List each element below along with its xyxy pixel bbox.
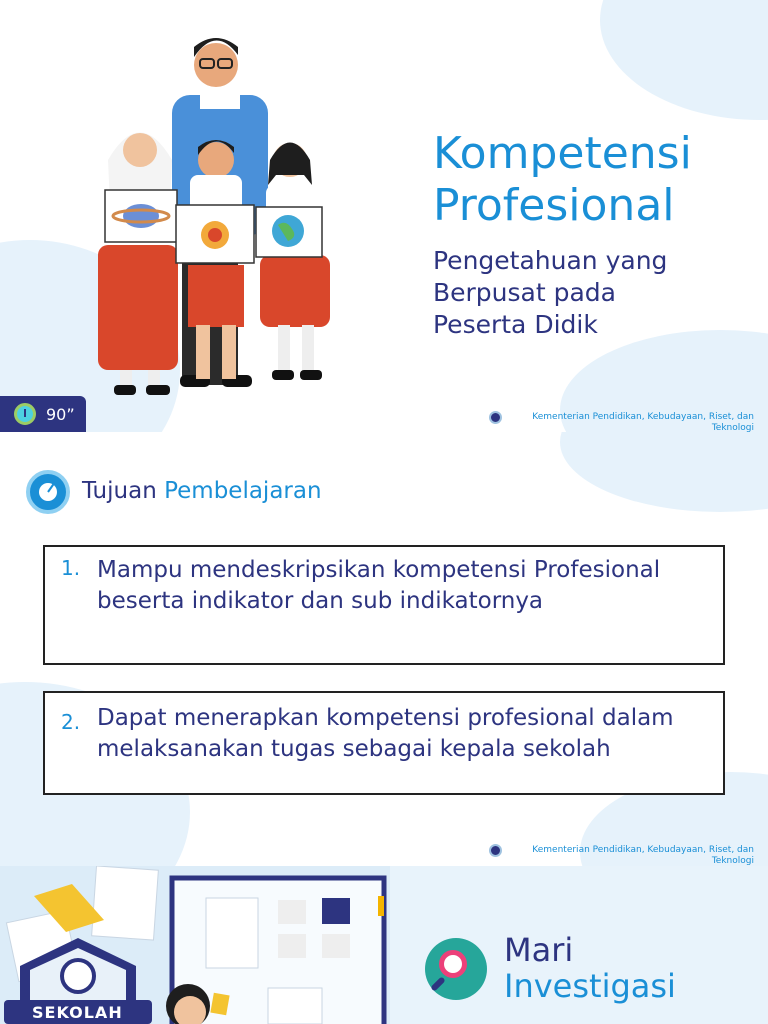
heading-part-2: Pembelajaran	[164, 478, 322, 504]
school-board-illustration	[0, 866, 390, 1024]
ministry-footer	[494, 845, 754, 866]
title-line-2: Profesional	[433, 180, 675, 231]
subtitle-line-1: Pengetahuan yang	[433, 246, 668, 275]
slide-title	[0, 0, 768, 432]
ministry-footer	[494, 412, 754, 432]
school-sign-label: SEKOLAH	[32, 1003, 123, 1022]
bg-shape	[560, 432, 768, 512]
subtitle-line-3: Peserta Didik	[433, 310, 598, 339]
heading-part-1: Tujuan	[82, 478, 157, 504]
slide-investigate	[0, 866, 768, 1024]
ministry-line-1: Kementerian Pendidikan, Kebudayaan, Riset, dan	[532, 412, 754, 422]
objective-number: 1.	[61, 556, 81, 580]
ministry-line-2: Teknologi	[711, 423, 754, 432]
objective-text: Dapat menerapkan kompetensi profesional dalam melaksanakan tugas sebagai kepala sekolah	[97, 705, 674, 762]
objective-card	[43, 691, 725, 795]
objective-text: Mampu mendeskripsikan kompetensi Profesional beserta indikator dan sub indikatornya	[97, 557, 661, 614]
magnifier-handle	[430, 976, 446, 992]
slide-objectives	[0, 432, 768, 866]
title-line-1: Kompetensi	[433, 128, 692, 179]
subtitle-line-2: Berpusat pada	[433, 278, 616, 307]
slide-title-text	[433, 128, 692, 232]
timer-label: 90”	[46, 404, 75, 424]
investigate-heading-line-1: Mari	[504, 931, 574, 969]
slide-subtitle	[433, 245, 667, 341]
compass-clock-icon	[26, 470, 70, 514]
magnifier-lens	[439, 950, 467, 978]
stopwatch-icon	[14, 403, 36, 425]
ministry-line-1: Kementerian Pendidikan, Kebudayaan, Riset, dan	[532, 845, 754, 855]
objectives-heading	[82, 478, 322, 504]
teacher-students-illustration	[90, 25, 350, 405]
objective-number: 2.	[61, 710, 81, 734]
student-girl-hijab	[98, 133, 178, 396]
investigate-heading-line-2: Investigasi	[504, 967, 676, 1005]
timer-badge	[0, 396, 86, 432]
objective-card	[43, 545, 725, 665]
ministry-line-2: Teknologi	[711, 856, 754, 866]
bg-shape	[600, 0, 768, 120]
magnifier-icon	[425, 938, 487, 1000]
